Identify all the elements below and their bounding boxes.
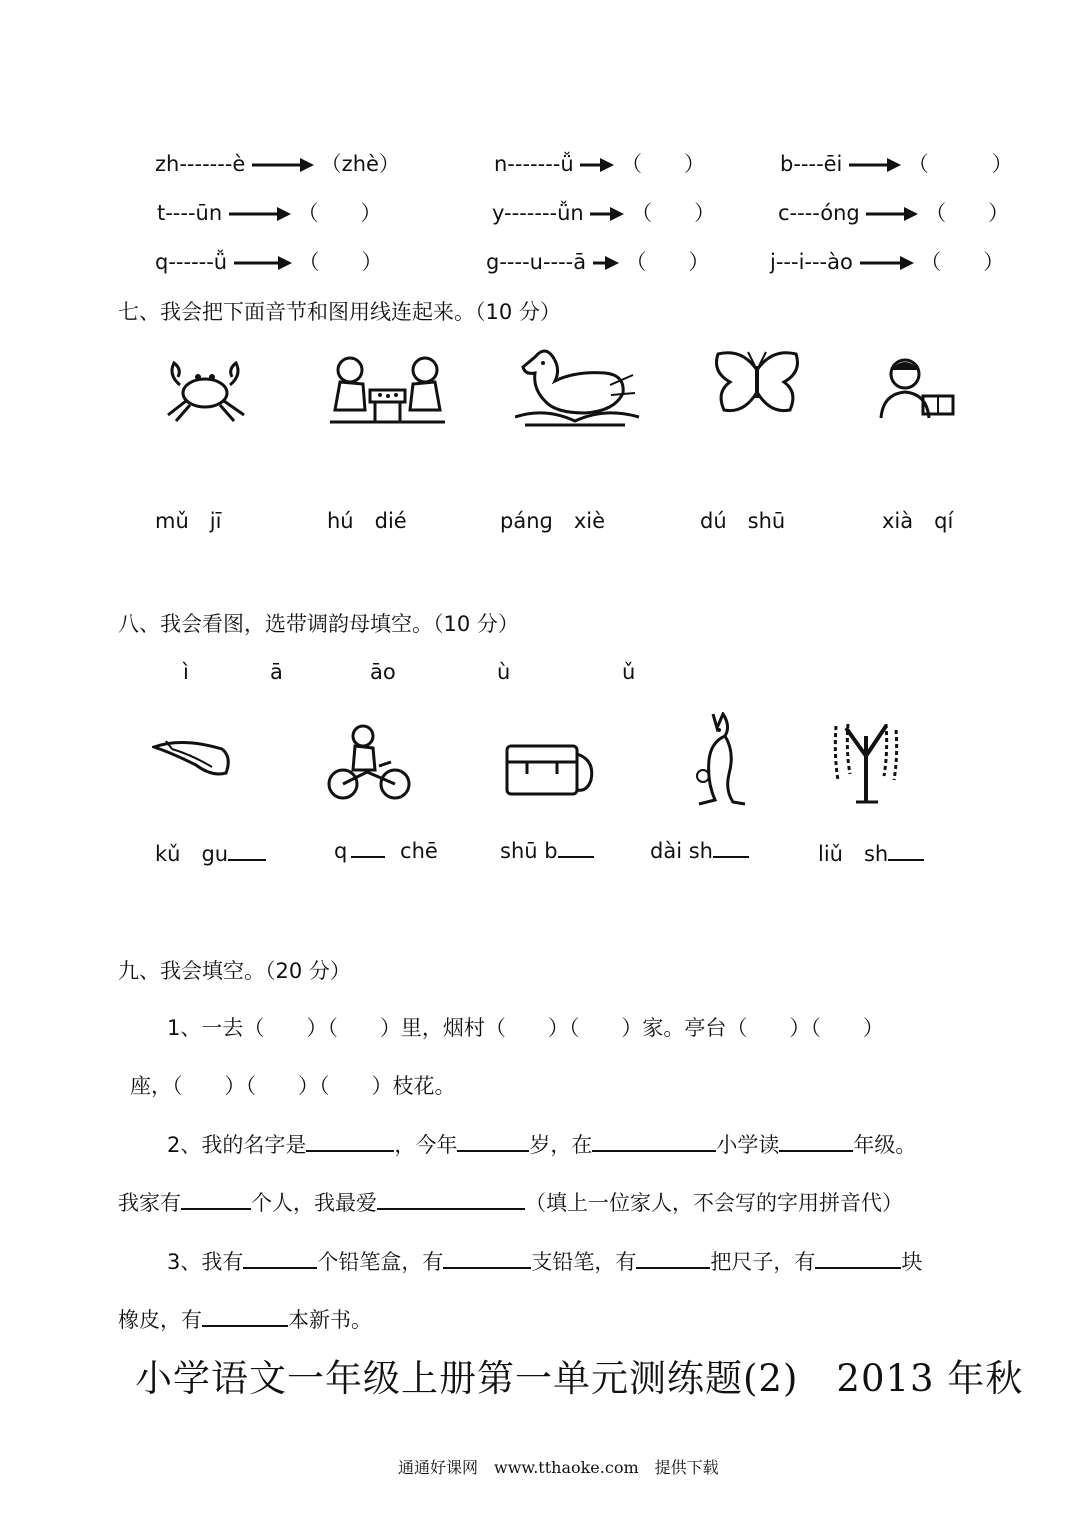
willow-tree-picture: [826, 716, 901, 804]
arrow-right-icon: [866, 206, 918, 222]
q2-text: （填上一位家人，不会写的字用拼音代）: [525, 1191, 903, 1215]
grade-blank[interactable]: [779, 1132, 853, 1152]
syllable-option[interactable]: xià qí: [882, 509, 954, 533]
chess-players-picture[interactable]: [325, 350, 450, 430]
spell-parts: t----ūn: [157, 201, 223, 225]
fill-item-text: q: [334, 839, 348, 863]
arrow-right-icon: [860, 255, 914, 271]
q3-text: 块: [901, 1250, 923, 1274]
spell-answer[interactable]: （ ）: [631, 201, 716, 225]
footer-credit: 通通好课网 www.tthaoke.com 提供下载: [398, 1458, 719, 1477]
answer-blank[interactable]: [228, 841, 266, 861]
spell-answer[interactable]: （ ）: [621, 152, 706, 176]
spell-parts: y-------ǚn: [492, 201, 584, 225]
hen-picture[interactable]: [515, 345, 640, 430]
final-option[interactable]: ì: [183, 660, 189, 684]
final-option[interactable]: āo: [370, 660, 396, 684]
butterfly-picture[interactable]: [712, 348, 802, 418]
q2-text: 小学读: [716, 1133, 780, 1157]
spell-item: [486, 246, 710, 276]
arrow-right-icon: [590, 206, 624, 222]
syllable-option[interactable]: mǔ jī: [155, 509, 222, 533]
spell-item: [157, 197, 382, 227]
final-option[interactable]: ù: [497, 660, 511, 684]
q3-text: 本新书。: [288, 1308, 372, 1332]
spell-item: [155, 246, 382, 276]
q2-text: 岁，在: [529, 1133, 593, 1157]
ruler-blank[interactable]: [636, 1249, 710, 1269]
syllable-option[interactable]: pánɡ xiè: [500, 509, 606, 533]
arrow-right-icon: [593, 255, 619, 271]
q2-text: 个人，我最爱: [251, 1191, 377, 1215]
q3-text: 3、我有: [167, 1250, 244, 1274]
q3-text: 支铅笔，有: [531, 1250, 637, 1274]
arrow-right-icon: [849, 157, 901, 173]
age-blank[interactable]: [457, 1132, 529, 1152]
q2-text: 年级。: [853, 1133, 917, 1157]
q3-text: 橡皮，有: [118, 1308, 202, 1332]
question2-line2: [118, 1187, 903, 1217]
kangaroo-picture: [685, 712, 750, 807]
arrow-right-icon: [580, 157, 614, 173]
final-option[interactable]: ǔ: [622, 660, 636, 684]
syllable-option[interactable]: hú dié: [327, 509, 407, 533]
spell-answer[interactable]: （ ）: [297, 201, 382, 225]
name-blank[interactable]: [306, 1132, 394, 1152]
school-blank[interactable]: [592, 1132, 716, 1152]
spell-parts: j---i---ào: [770, 250, 853, 274]
question2-line1: [167, 1129, 916, 1159]
pencil-blank[interactable]: [443, 1249, 531, 1269]
exercise7-heading: 七、我会把下面音节和图用线连起来。（10 分）: [118, 300, 561, 324]
fill-item: [155, 838, 266, 868]
spell-answer[interactable]: （ ）: [298, 250, 383, 274]
question1-line2: 座，（ ）（ ）（ ）枝花。: [130, 1074, 456, 1098]
spell-answer[interactable]: （ ）: [625, 250, 710, 274]
q2-text: 我家有: [118, 1191, 181, 1215]
question1-line1: 1、一去（ ）（ ）里，烟村（ ）（ ）家。亭台（ ）（ ）: [167, 1016, 884, 1040]
spell-item: [770, 246, 1004, 276]
question3-line1: [167, 1246, 922, 1276]
bitter-melon-picture: [152, 735, 232, 780]
motorcycle-picture: [325, 722, 415, 802]
spell-item: [155, 148, 400, 178]
fill-item-suffix: chē: [400, 839, 438, 863]
exercise9-heading: 九、我会填空。（20 分）: [118, 959, 351, 983]
final-option[interactable]: ā: [270, 660, 283, 684]
spell-parts: zh-------è: [155, 152, 246, 176]
spell-item: [492, 197, 715, 227]
question3-line2: [118, 1304, 372, 1334]
spell-answer[interactable]: （ ）: [925, 201, 1010, 225]
q3-text: 把尺子，有: [710, 1250, 816, 1274]
spell-answer: （zhè）: [320, 152, 400, 176]
spell-parts: g----u----ā: [486, 250, 587, 274]
fill-item-text: dài sh: [650, 839, 713, 863]
answer-blank[interactable]: [888, 841, 924, 861]
pencil-case-blank[interactable]: [243, 1249, 317, 1269]
spell-item: [780, 148, 1013, 178]
spell-parts: b----ēi: [780, 152, 843, 176]
fill-item-text: shū b: [500, 839, 558, 863]
q2-text: 2、我的名字是: [167, 1133, 307, 1157]
fill-item: [334, 838, 438, 863]
fill-item-text: liǔ sh: [818, 842, 889, 866]
spell-item: [494, 148, 705, 178]
spell-item: [778, 197, 1009, 227]
answer-blank[interactable]: [713, 838, 749, 858]
spell-parts: q------ǚ: [155, 250, 228, 274]
syllable-option[interactable]: dú shū: [700, 509, 786, 533]
fill-item: [818, 838, 924, 868]
schoolbag-picture: [503, 740, 598, 798]
spell-answer[interactable]: （ ）: [920, 250, 1005, 274]
girl-reading-picture[interactable]: [865, 352, 965, 422]
answer-blank[interactable]: [558, 838, 594, 858]
spell-parts: n-------ǚ: [494, 152, 574, 176]
book-blank[interactable]: [202, 1307, 288, 1327]
arrow-right-icon: [234, 255, 292, 271]
arrow-right-icon: [252, 157, 314, 173]
fill-item-text: kǔ gu: [155, 842, 229, 866]
q3-text: 个铅笔盒，有: [317, 1250, 444, 1274]
fill-item: [650, 838, 749, 863]
favorite-person-blank[interactable]: [377, 1190, 525, 1210]
arrow-right-icon: [229, 206, 291, 222]
crab-picture[interactable]: [160, 355, 250, 425]
spell-answer[interactable]: （ ）: [907, 152, 1013, 176]
eraser-blank[interactable]: [815, 1249, 901, 1269]
answer-blank[interactable]: [351, 838, 385, 858]
exercise8-heading: 八、我会看图，选带调韵母填空。（10 分）: [118, 612, 519, 636]
spell-parts: c----óng: [778, 201, 860, 225]
q2-text: ，今年: [394, 1133, 458, 1157]
fill-item: [500, 838, 594, 863]
family-count-blank[interactable]: [181, 1190, 251, 1210]
document-title: 小学语文一年级上册第一单元测练题(2) 2013 年秋: [135, 1357, 1024, 1400]
